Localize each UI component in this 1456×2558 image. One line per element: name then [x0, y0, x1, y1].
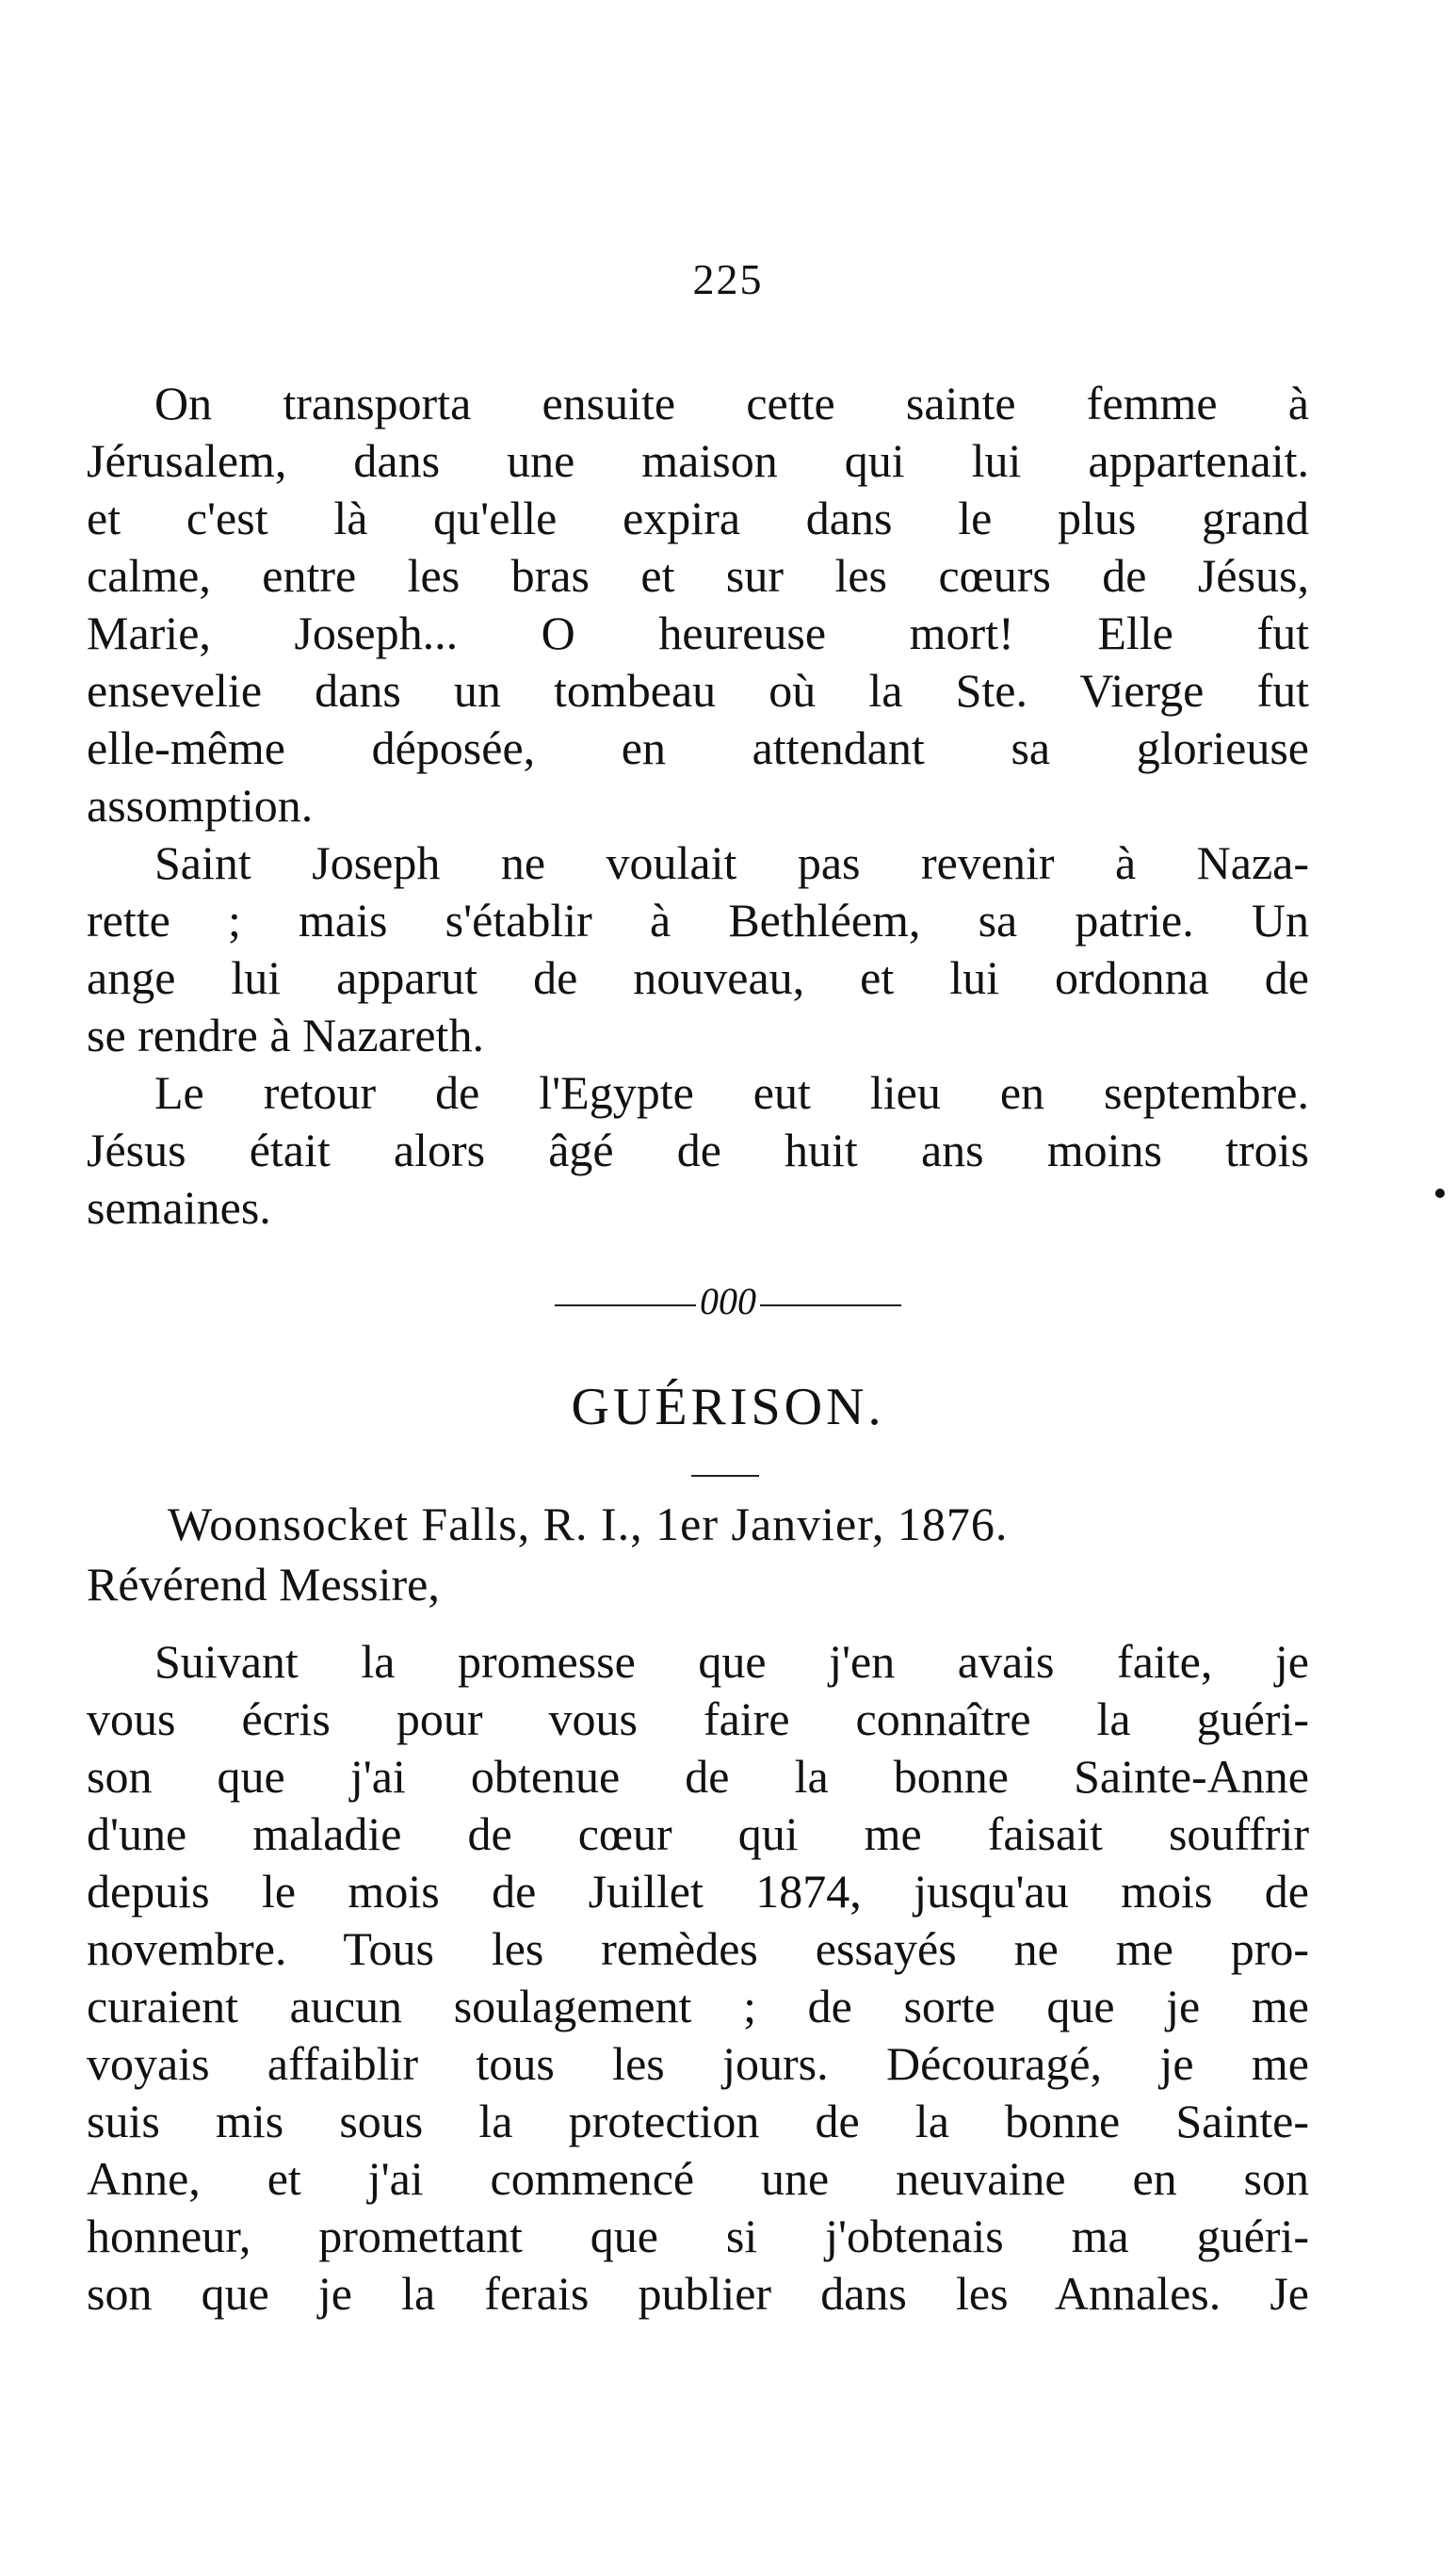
text-line: son que je la ferais publier dans les Annales. Je: [87, 2267, 1309, 2320]
text-line: honneur, promettant que si j'obtenais ma guéri-: [87, 2210, 1309, 2262]
text-line: novembre. Tous les remèdes essayés ne me pro-: [87, 1922, 1309, 1975]
letter-dateline: Woonsocket Falls, R. I., 1er Janvier, 1876.: [168, 1498, 1009, 1550]
paragraph-death-of-anne: [87, 375, 1309, 834]
text-line: Suivant la promesse que j'en avais faite, je: [154, 1635, 1309, 1688]
text-line: d'une maladie de cœur qui me faisait souffrir: [87, 1807, 1309, 1860]
text-line: Saint Joseph ne voulait pas revenir à Naza-: [154, 836, 1309, 889]
text-line: Marie, Joseph... O heureuse mort! Elle fut: [87, 607, 1309, 659]
ink-speck: [1435, 1189, 1445, 1198]
text-line: rette ; mais s'établir à Bethléem, sa patrie. Un: [87, 894, 1309, 947]
paragraph-return-from-egypt: [87, 1064, 1309, 1237]
page-number: 225: [692, 255, 764, 303]
text-line: et c'est là qu'elle expira dans le plus grand: [87, 492, 1309, 544]
text-line: suis mis sous la protection de la bonne Sainte-: [87, 2095, 1309, 2147]
heading-underline: [691, 1475, 759, 1477]
paragraph-saint-joseph: [87, 834, 1309, 1064]
text-line: Anne, et j'ai commencé une neuvaine en son: [87, 2152, 1309, 2205]
text-line: Jésus était alors âgé de huit ans moins trois: [87, 1124, 1309, 1176]
text-line: calme, entre les bras et sur les cœurs de Jésus,: [87, 549, 1309, 602]
text-line: curaient aucun soulagement ; de sorte que je me: [87, 1980, 1309, 2032]
separator-rule-right: [760, 1304, 901, 1306]
text-line: On transporta ensuite cette sainte femme à: [154, 377, 1309, 429]
separator-rule-left: [555, 1304, 696, 1306]
section-heading: GUÉRISON.: [571, 1378, 885, 1436]
separator-text: 000: [700, 1280, 756, 1322]
letter-paragraph: [87, 1633, 1309, 2323]
text-line: Le retour de l'Egypte eut lieu en septembre.: [154, 1066, 1309, 1119]
section-separator: [0, 1279, 1456, 1323]
text-line: vous écris pour vous faire connaître la guéri-: [87, 1692, 1309, 1745]
text-line: son que j'ai obtenue de la bonne Sainte-Anne: [87, 1750, 1309, 1803]
text-line: ange lui apparut de nouveau, et lui ordonna de: [87, 951, 1309, 1004]
text-line: depuis le mois de Juillet 1874, jusqu'au mois de: [87, 1865, 1309, 1918]
text-line: assomption.: [87, 779, 314, 832]
text-line: Jérusalem, dans une maison qui lui appartenait.: [87, 434, 1309, 487]
text-line: elle-même déposée, en attendant sa glorieuse: [87, 721, 1309, 774]
text-line: semaines.: [87, 1181, 271, 1234]
text-line: se rendre à Nazareth.: [87, 1009, 484, 1061]
text-line: ensevelie dans un tombeau où la Ste. Vierge fut: [87, 664, 1309, 717]
letter-salutation: Révérend Messire,: [87, 1558, 440, 1611]
text-line: voyais affaiblir tous les jours. Découragé, je me: [87, 2037, 1309, 2090]
